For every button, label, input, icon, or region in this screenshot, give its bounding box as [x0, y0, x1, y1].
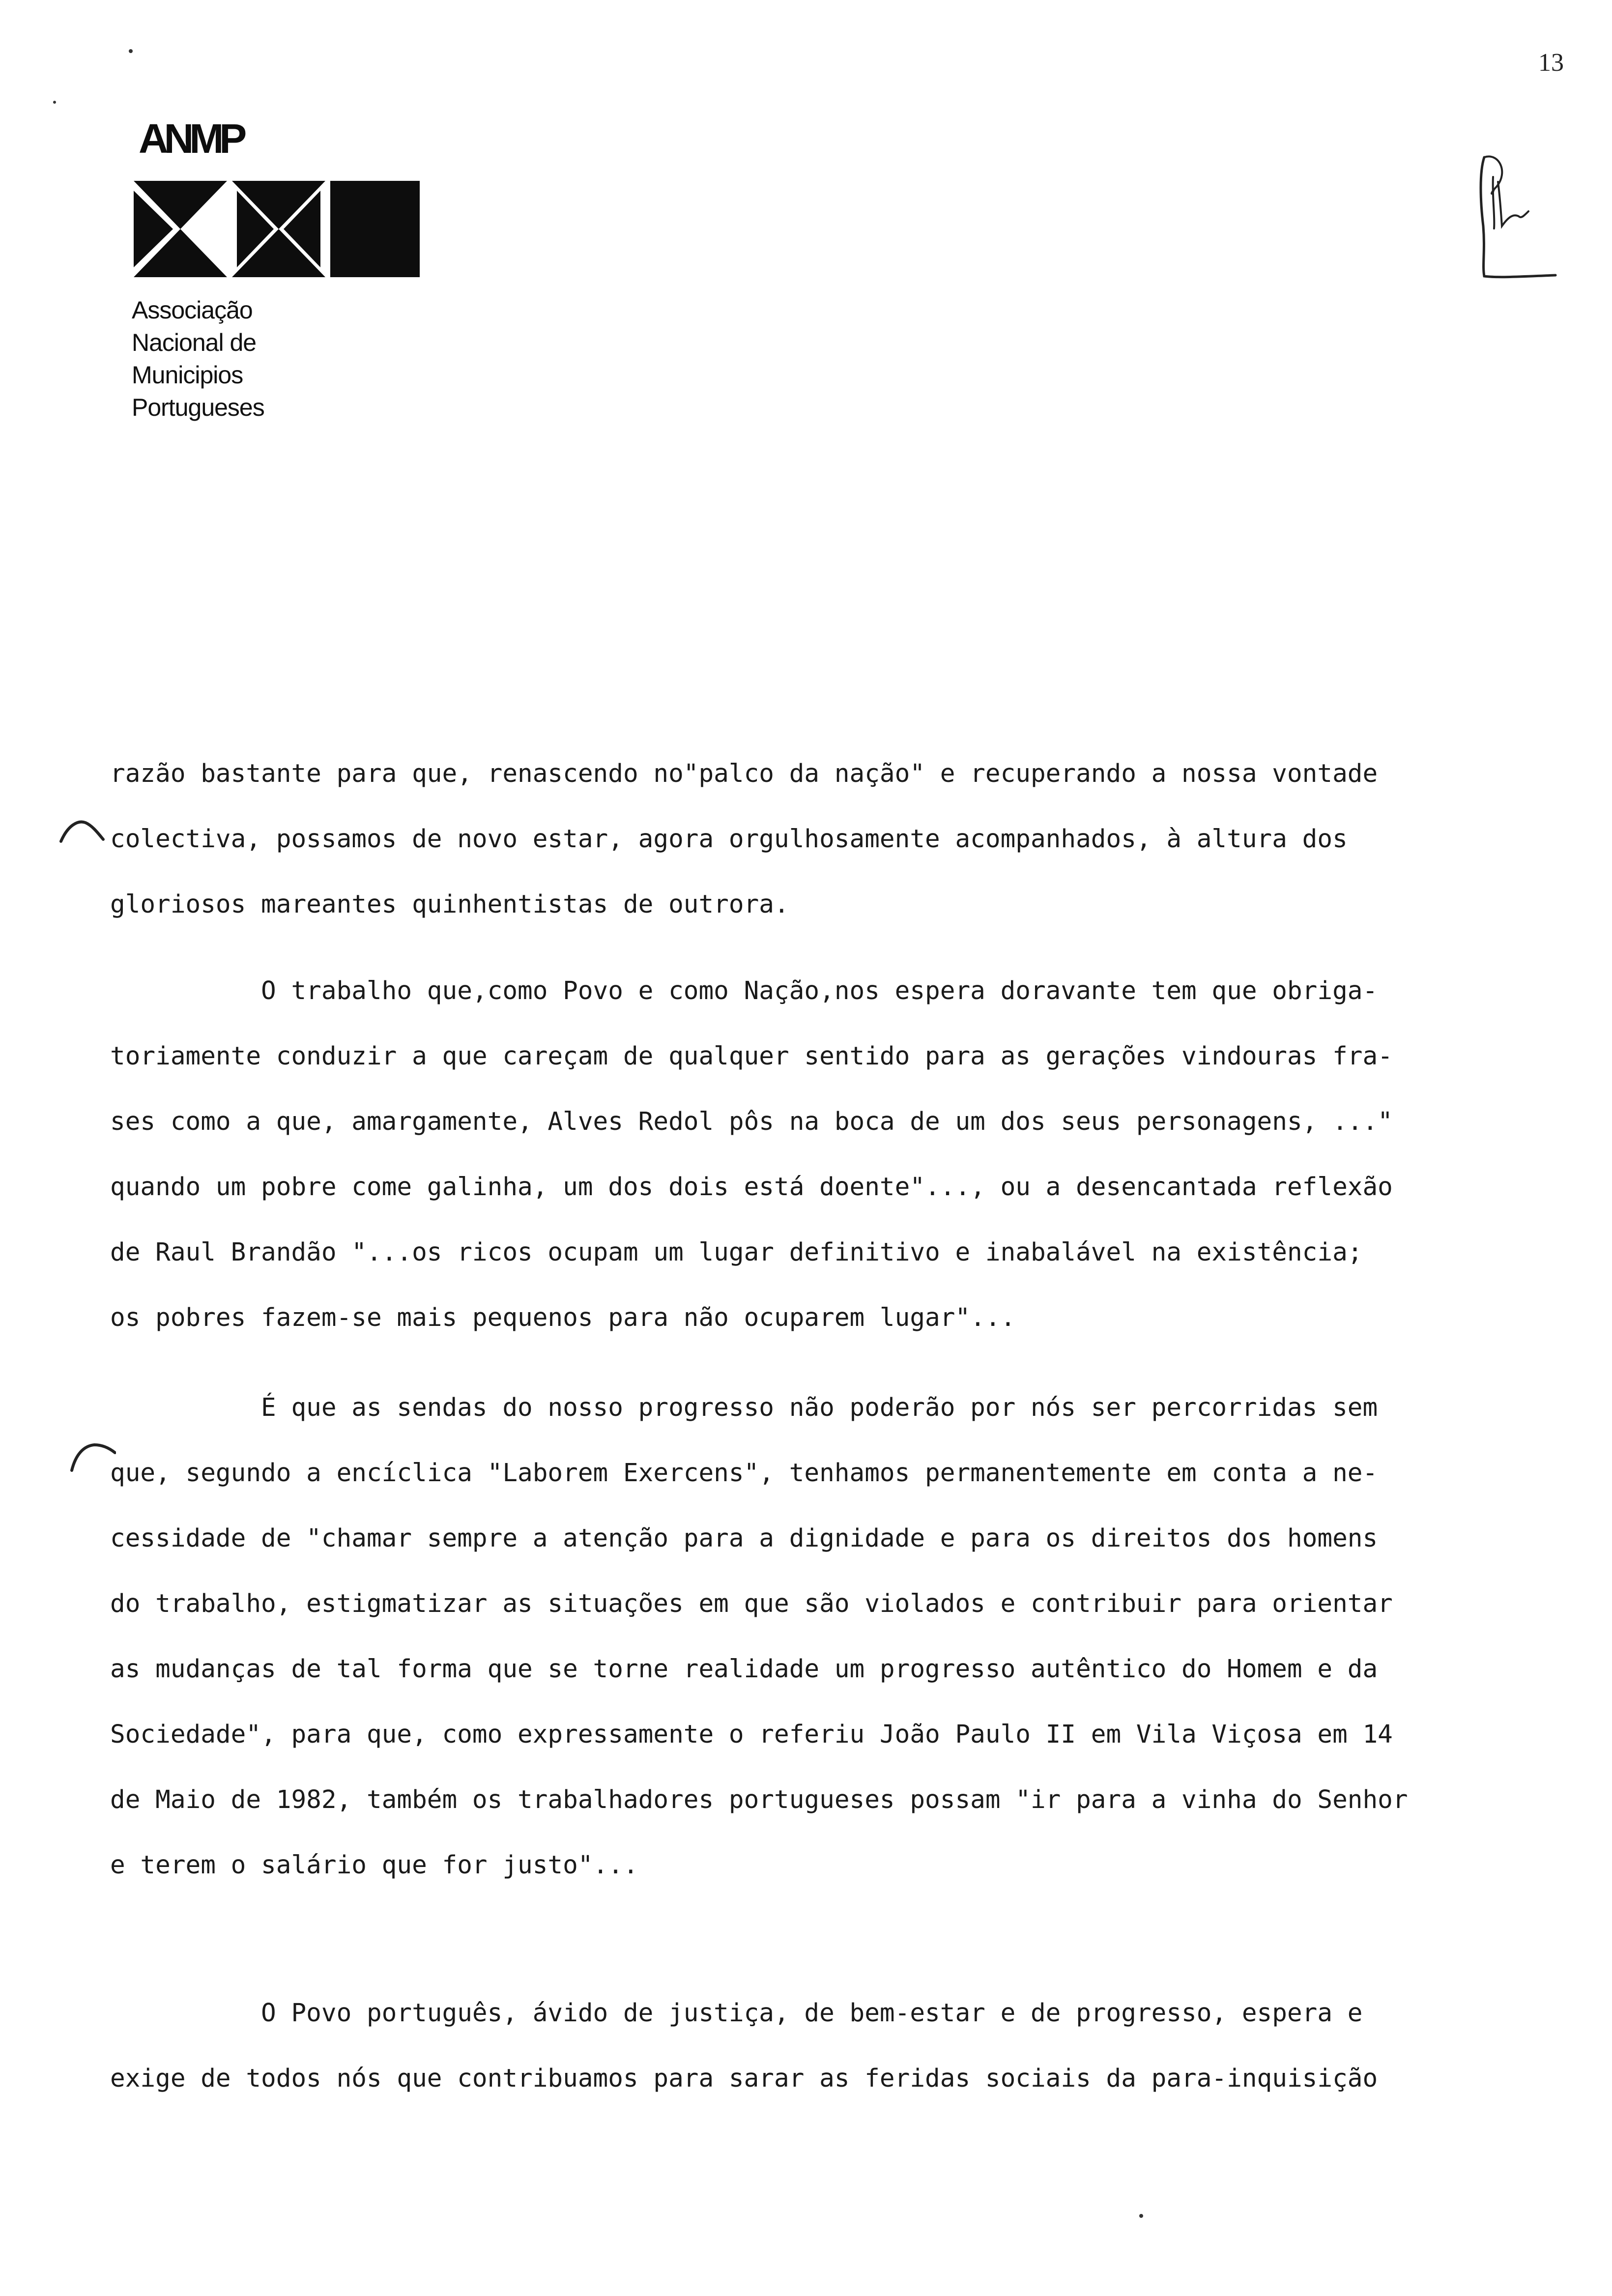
logo-acronym: ANMP — [139, 115, 243, 162]
text-line: que, segundo a encíclica "Laborem Exercens", tenhamos permanentemente em conta a ne- — [110, 1459, 1378, 1488]
text-line: É que as sendas do nosso progresso não poderão por nós ser percorridas sem — [110, 1393, 1378, 1422]
logo-name-line: Associação — [132, 296, 253, 324]
scan-speck — [53, 101, 56, 104]
text-line: ses como a que, amargamente, Alves Redol pôs na boca de um dos seus personagens, ..." — [110, 1107, 1393, 1136]
scan-speck — [1139, 2214, 1143, 2218]
paragraph — [110, 741, 1555, 937]
logo-name-line: Nacional de — [132, 329, 257, 356]
text-line: cessidade de "chamar sempre a atenção para a dignidade e para os direitos dos homens — [110, 1524, 1378, 1553]
logo-organization-name — [132, 294, 264, 424]
text-line: e terem o salário que for justo"... — [110, 1851, 638, 1880]
text-line: de Raul Brandão "...os ricos ocupam um lugar definitivo e inabalável na existência; — [110, 1238, 1363, 1267]
text-line: O trabalho que,como Povo e como Nação,nos espera doravante tem que obriga- — [110, 976, 1378, 1005]
margin-mark-icon — [69, 1440, 116, 1474]
logo-mark-icon — [134, 181, 420, 277]
page-number: 13 — [1538, 49, 1564, 77]
text-line: os pobres fazem-se mais pequenos para não ocuparem lugar"... — [110, 1303, 1016, 1332]
text-line: Sociedade", para que, como expressamente o referiu João Paulo II em Vila Viçosa em 14 — [110, 1720, 1393, 1749]
text-line: exige de todos nós que contribuamos para sarar as feridas sociais da para-inquisição — [110, 2064, 1378, 2093]
margin-mark-icon — [58, 816, 105, 845]
text-line: toriamente conduzir a que careçam de qualquer sentido para as gerações vindouras fra- — [110, 1042, 1393, 1071]
text-line: razão bastante para que, renascendo no"palco da nação" e recuperando a nossa vontade — [110, 759, 1378, 788]
paragraph — [110, 1375, 1555, 1898]
logo-name-line: Portugueses — [132, 394, 264, 421]
paragraph — [110, 958, 1555, 1350]
text-line: de Maio de 1982, também os trabalhadores portugueses possam "ir para a vinha do Senhor — [110, 1785, 1408, 1814]
text-line: colectiva, possamos de novo estar, agora orgulhosamente acompanhados, à altura dos — [110, 825, 1348, 854]
scan-speck — [129, 49, 133, 53]
text-line: O Povo português, ávido de justiça, de bem-estar e de progresso, espera e — [110, 1999, 1363, 2028]
handwritten-initials — [1469, 143, 1558, 290]
text-line: gloriosos mareantes quinhentistas de outrora. — [110, 890, 789, 919]
text-line: as mudanças de tal forma que se torne realidade um progresso autêntico do Homem e da — [110, 1655, 1378, 1684]
text-line: do trabalho, estigmatizar as situações em que são violados e contribuir para orientar — [110, 1589, 1393, 1618]
logo-name-line: Municipios — [132, 361, 243, 389]
text-line: quando um pobre come galinha, um dos dois está doente"..., ou a desencantada reflexão — [110, 1173, 1393, 1202]
paragraph — [110, 1980, 1555, 2111]
